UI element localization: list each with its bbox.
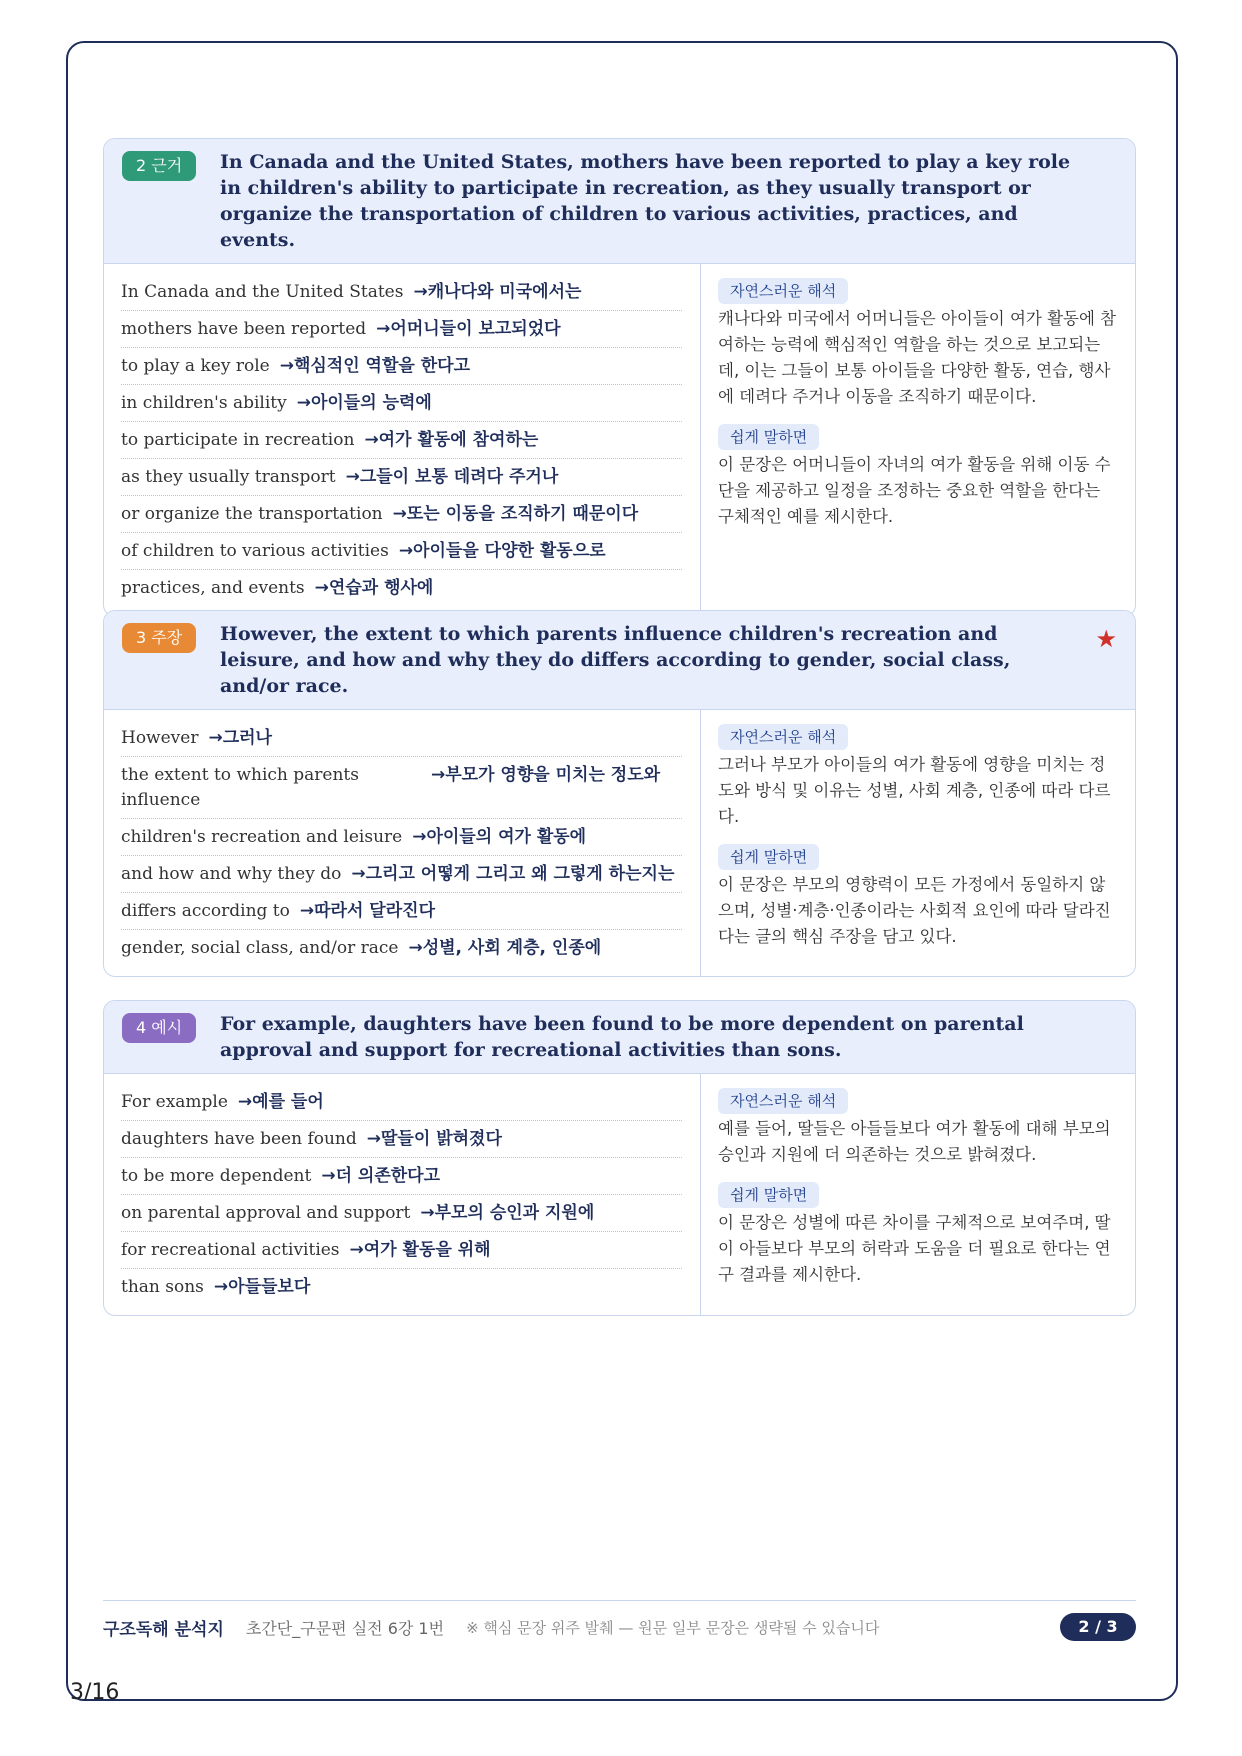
chunk-english: However xyxy=(121,728,199,748)
chunk-korean: →핵심적인 역할을 한다고 xyxy=(279,356,471,376)
chunk-korean: →그들이 보통 데려다 주거나 xyxy=(345,467,559,487)
chunk-row xyxy=(121,1232,682,1269)
chunk-list xyxy=(104,710,701,976)
chunk-english: on parental approval and support xyxy=(121,1203,411,1223)
chunk-korean: →아이들의 여가 활동에 xyxy=(412,827,587,847)
chunk-row xyxy=(121,1121,682,1158)
section-evidence xyxy=(103,138,1136,617)
chunk-korean: →어머니들이 보고되었다 xyxy=(376,319,561,339)
chunk-english: mothers have been reported xyxy=(121,319,367,339)
chunk-english: as they usually transport xyxy=(121,467,336,487)
easy-explanation: 이 문장은 성별에 따른 차이를 구체적으로 보여주며, 딸이 아들보다 부모의 허락과 도움을 더 필요로 한다는 연구 결과를 제시한다. xyxy=(718,1213,1111,1284)
chunk-english: practices, and events xyxy=(121,578,305,598)
footer-note: ※ 핵심 문장 위주 발췌 — 원문 일부 문장은 생략될 수 있습니다 xyxy=(466,1618,880,1637)
easy-label: 쉽게 말하면 xyxy=(718,1182,819,1208)
chunk-english: in children's ability xyxy=(121,393,287,413)
chunk-english: For example xyxy=(121,1092,228,1112)
chunk-row xyxy=(121,348,682,385)
chunk-english: than sons xyxy=(121,1277,204,1297)
chunk-english: the extent to which parents influence xyxy=(121,765,359,810)
chunk-row xyxy=(121,1084,682,1121)
chunk-row xyxy=(121,819,682,856)
chunk-english: In Canada and the United States xyxy=(121,282,404,302)
page-counter: 3/16 xyxy=(70,1680,120,1705)
section-header xyxy=(104,139,1135,264)
chunk-korean: →연습과 행사에 xyxy=(314,578,434,598)
chunk-list xyxy=(104,1074,701,1315)
chunk-korean: →성별, 사회 계층, 인종에 xyxy=(408,938,602,958)
section-header xyxy=(104,1001,1135,1074)
chunk-korean: →예를 들어 xyxy=(237,1092,324,1112)
chunk-row xyxy=(121,274,682,311)
chunk-korean: →아이들의 능력에 xyxy=(296,393,432,413)
section-badge: 3 주장 xyxy=(122,623,196,653)
section-example xyxy=(103,1000,1136,1316)
chunk-english: and how and why they do xyxy=(121,864,342,884)
chunk-row xyxy=(121,930,682,966)
key-sentence: However, the extent to which parents influence children's recreation and leisure, and how and why they do differs according to gender, social class, and/or race. xyxy=(220,623,1011,697)
chunk-list xyxy=(104,264,701,616)
chunk-korean: →그리고 어떻게 그리고 왜 그렇게 하는지는 xyxy=(351,864,675,884)
chunk-english: children's recreation and leisure xyxy=(121,827,403,847)
key-sentence: In Canada and the United States, mothers have been reported to play a key role in children's ability to participate in recreation, as they usually transport or organize the transportation of children to various activities, practices, and events. xyxy=(220,151,1071,251)
chunk-row xyxy=(121,311,682,348)
chunk-english: differs according to xyxy=(121,901,290,921)
key-sentence: For example, daughters have been found to be more dependent on parental approval and support for recreational activities than sons. xyxy=(220,1013,1024,1061)
chunk-row xyxy=(121,385,682,422)
chunk-row xyxy=(121,570,682,606)
natural-translation: 캐나다와 미국에서 어머니들은 아이들이 여가 활동에 참여하는 능력에 핵심적인 역할을 하는 것으로 보고되는데, 이는 그들이 보통 아이들을 다양한 활동, 연습, 행사에 데려다 주거나 이동을 조직하기 때문이다. xyxy=(718,309,1117,406)
chunk-row xyxy=(121,1158,682,1195)
chunk-korean: →더 의존한다고 xyxy=(321,1166,441,1186)
natural-translation: 예를 들어, 딸들은 아들들보다 여가 활동에 대해 부모의 승인과 지원에 더 의존하는 것으로 밝혀졌다. xyxy=(718,1119,1111,1164)
section-claim xyxy=(103,610,1136,977)
chunk-english: of children to various activities xyxy=(121,541,389,561)
chunk-korean: →캐나다와 미국에서는 xyxy=(413,282,582,302)
chunk-english: gender, social class, and/or race xyxy=(121,938,399,958)
natural-label: 자연스러운 해석 xyxy=(718,1088,848,1114)
chunk-english: to play a key role xyxy=(121,356,270,376)
easy-explanation: 이 문장은 어머니들이 자녀의 여가 활동을 위해 이동 수단을 제공하고 일정을 조정하는 중요한 역할을 한다는 구체적인 예를 제시한다. xyxy=(718,455,1111,526)
chunk-row xyxy=(121,1195,682,1232)
interpretation-panel xyxy=(701,710,1135,976)
chunk-english: daughters have been found xyxy=(121,1129,357,1149)
star-icon: ★ xyxy=(1095,625,1117,653)
page-number-badge: 2 / 3 xyxy=(1060,1613,1136,1641)
interpretation-panel xyxy=(701,264,1135,616)
chunk-row xyxy=(121,893,682,930)
chunk-english: or organize the transportation xyxy=(121,504,383,524)
easy-label: 쉽게 말하면 xyxy=(718,424,819,450)
natural-label: 자연스러운 해석 xyxy=(718,724,848,750)
chunk-row xyxy=(121,533,682,570)
chunk-korean: →아들들보다 xyxy=(213,1277,311,1297)
section-badge: 4 예시 xyxy=(122,1013,196,1043)
section-header xyxy=(104,611,1135,710)
natural-label: 자연스러운 해석 xyxy=(718,278,848,304)
footer-brand: 구조독해 분석지 xyxy=(103,1619,224,1640)
page-footer xyxy=(103,1600,1136,1640)
interpretation-panel xyxy=(701,1074,1135,1315)
chunk-korean: →따라서 달라진다 xyxy=(299,901,435,921)
chunk-korean: →부모가 영향을 미치는 정도와 xyxy=(431,765,661,785)
natural-translation: 그러나 부모가 아이들의 여가 활동에 영향을 미치는 정도와 방식 및 이유는 성별, 사회 계층, 인종에 따라 다르다. xyxy=(718,755,1111,826)
chunk-korean: →그러나 xyxy=(208,728,272,748)
chunk-row xyxy=(121,1269,682,1305)
easy-explanation: 이 문장은 부모의 영향력이 모든 가정에서 동일하지 않으며, 성별·계층·인종이라는 사회적 요인에 따라 달라진다는 글의 핵심 주장을 담고 있다. xyxy=(718,875,1111,946)
chunk-korean: →여가 활동을 위해 xyxy=(349,1240,491,1260)
chunk-korean: →부모의 승인과 지원에 xyxy=(420,1203,595,1223)
chunk-row xyxy=(121,459,682,496)
chunk-row xyxy=(121,720,682,757)
chunk-korean: →아이들을 다양한 활동으로 xyxy=(398,541,606,561)
chunk-row xyxy=(121,757,682,819)
footer-source: 초간단_구문편 실전 6강 1번 xyxy=(245,1618,445,1638)
chunk-korean: →딸들이 밝혀졌다 xyxy=(366,1129,502,1149)
chunk-english: for recreational activities xyxy=(121,1240,340,1260)
chunk-row xyxy=(121,422,682,459)
easy-label: 쉽게 말하면 xyxy=(718,844,819,870)
chunk-english: to be more dependent xyxy=(121,1166,312,1186)
chunk-korean: →또는 이동을 조직하기 때문이다 xyxy=(392,504,639,524)
chunk-row xyxy=(121,856,682,893)
chunk-english: to participate in recreation xyxy=(121,430,355,450)
chunk-row xyxy=(121,496,682,533)
chunk-korean: →여가 활동에 참여하는 xyxy=(364,430,539,450)
section-badge: 2 근거 xyxy=(122,151,196,181)
